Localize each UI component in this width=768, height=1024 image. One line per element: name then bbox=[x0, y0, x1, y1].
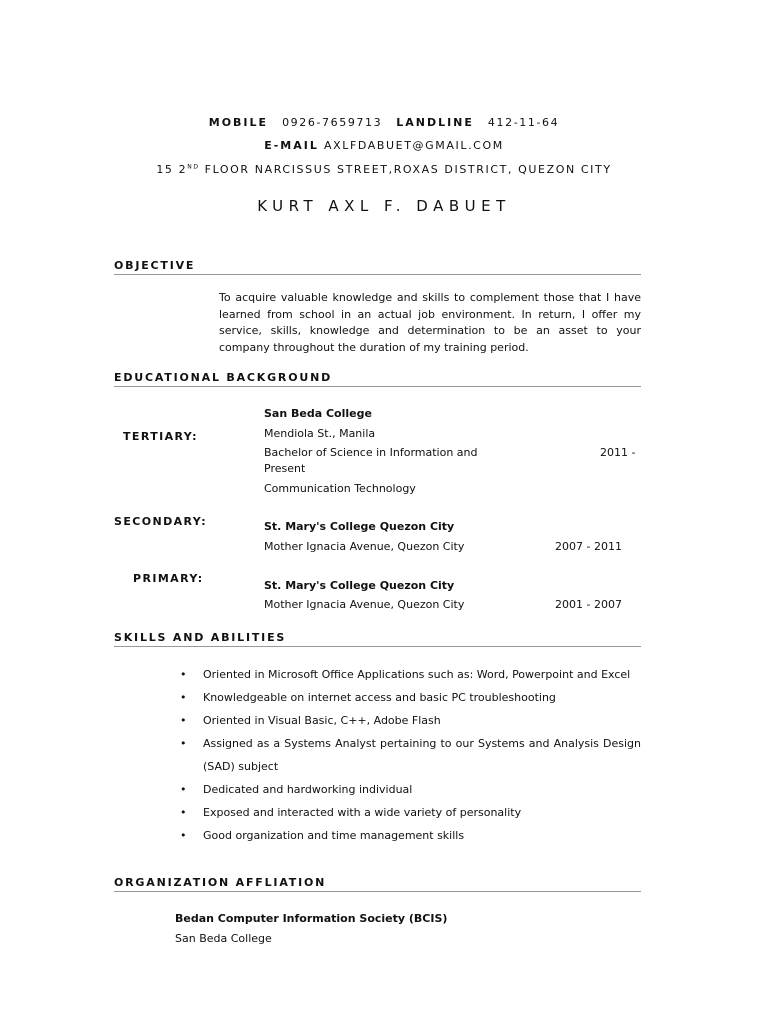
contact-address-line bbox=[0, 163, 768, 176]
secondary-label: SECONDARY: bbox=[114, 515, 207, 528]
skill-item: • Good organization and time management skills bbox=[180, 824, 641, 847]
objective-heading: OBJECTIVE bbox=[114, 259, 641, 275]
bullet-icon: • bbox=[180, 783, 187, 796]
tertiary-year: 2011 - bbox=[600, 446, 636, 459]
address-street: FLOOR NARCISSUS STREET,ROXAS DISTRICT, QUEZON CITY bbox=[199, 163, 612, 176]
skill-item: • Oriented in Microsoft Office Applications such as: Word, Powerpoint and Excel bbox=[180, 663, 641, 686]
address-number: 15 2 bbox=[156, 163, 188, 176]
secondary-address: Mother Ignacia Avenue, Quezon City bbox=[264, 540, 465, 553]
tertiary-course-line2: Present bbox=[264, 462, 306, 475]
applicant-name: KURT AXL F. DABUET bbox=[257, 197, 511, 215]
secondary-years: 2007 - 2011 bbox=[555, 540, 622, 553]
skill-item: • Oriented in Visual Basic, C++, Adobe Flash bbox=[180, 709, 641, 732]
bullet-icon: • bbox=[180, 737, 187, 750]
bullet-icon: • bbox=[180, 691, 187, 704]
tertiary-label: TERTIARY: bbox=[123, 430, 198, 443]
secondary-school: St. Mary's College Quezon City bbox=[264, 520, 455, 533]
primary-years: 2001 - 2007 bbox=[555, 598, 622, 611]
email-label: E-MAIL bbox=[264, 139, 319, 152]
landline-number: 412-11-64 bbox=[487, 116, 560, 129]
tertiary-address: Mendiola St., Manila bbox=[264, 427, 376, 440]
education-heading: EDUCATIONAL BACKGROUND bbox=[114, 371, 641, 387]
skill-item: • Dedicated and hardworking individual bbox=[180, 778, 641, 801]
tertiary-course-line3: Communication Technology bbox=[264, 482, 416, 495]
bullet-icon: • bbox=[180, 829, 187, 842]
bullet-icon: • bbox=[180, 668, 187, 681]
organization-school: San Beda College bbox=[175, 932, 272, 945]
primary-address: Mother Ignacia Avenue, Quezon City bbox=[264, 598, 465, 611]
objective-text: To acquire valuable knowledge and skills to complement those that I have learned from school in an actual job environment. In return, I offer my service, skills, knowledge and determination to be an asset to your company throughout the duration of my training period. bbox=[219, 291, 641, 354]
bullet-icon: • bbox=[180, 806, 187, 819]
skill-item: • Assigned as a Systems Analyst pertaining to our Systems and Analysis Design (SAD) subject bbox=[180, 732, 641, 778]
skill-item: • Knowledgeable on internet access and basic PC troubleshooting bbox=[180, 686, 641, 709]
mobile-number: 0926-7659713 bbox=[282, 116, 383, 129]
contact-phone-line bbox=[0, 116, 768, 129]
email-address: AXLFDABUET@GMAIL.COM bbox=[323, 139, 504, 152]
organization-name: Bedan Computer Information Society (BCIS) bbox=[175, 912, 448, 925]
primary-label: PRIMARY: bbox=[133, 572, 204, 585]
address-ordinal: ND bbox=[187, 163, 200, 171]
landline-label: LANDLINE bbox=[396, 116, 474, 129]
tertiary-course-line1: Bachelor of Science in Information and bbox=[264, 446, 478, 459]
organization-heading: ORGANIZATION AFFLIATION bbox=[114, 876, 641, 892]
skill-item: • Exposed and interacted with a wide variety of personality bbox=[180, 801, 641, 824]
mobile-label: MOBILE bbox=[208, 116, 269, 129]
contact-email-line bbox=[0, 139, 768, 152]
tertiary-school: San Beda College bbox=[264, 407, 372, 420]
bullet-icon: • bbox=[180, 714, 187, 727]
primary-school: St. Mary's College Quezon City bbox=[264, 579, 455, 592]
skills-heading: SKILLS AND ABILITIES bbox=[114, 631, 641, 647]
skills-list bbox=[180, 663, 641, 847]
